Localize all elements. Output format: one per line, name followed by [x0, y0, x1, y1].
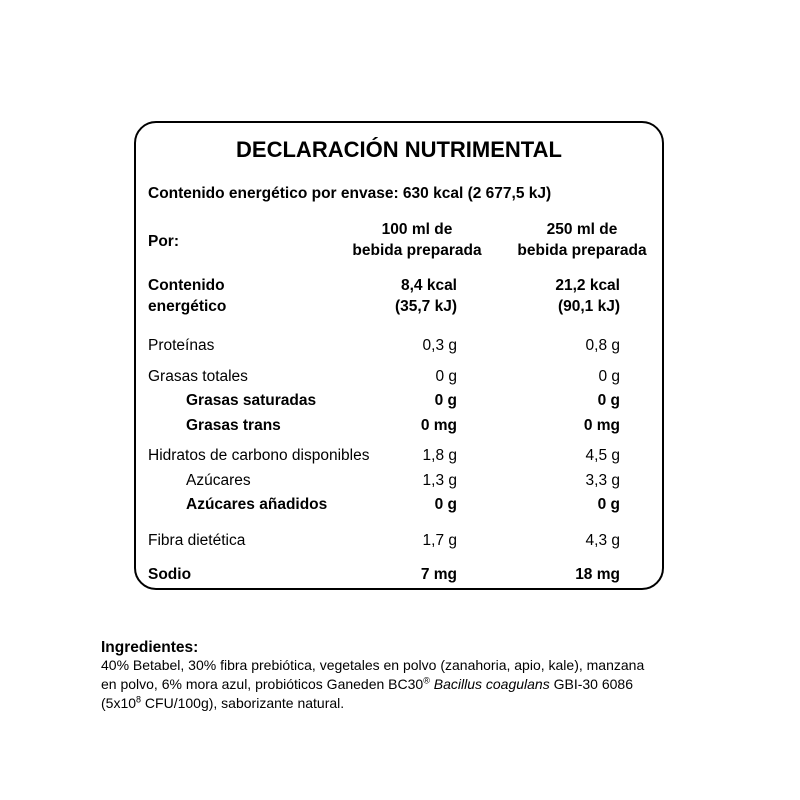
energy-col2-line2: (90,1 kJ)	[557, 298, 620, 315]
row-label-grasas-totales: Grasas totales	[148, 368, 248, 385]
energy-label-line2: energético	[148, 298, 227, 315]
ingredients-line2-b: GBI-30 6086	[549, 676, 633, 692]
row-col2-azucares-anadidos: 0 g	[597, 496, 620, 513]
ingredients-line3-b: CFU/100g), saborizante natural.	[141, 695, 345, 711]
header-col2-line1: 250 ml de	[546, 221, 618, 238]
row-col1-grasas-trans: 0 mg	[420, 417, 457, 434]
header-col1-line2: bebida preparada	[352, 242, 482, 259]
row-label-grasas-saturadas: Grasas saturadas	[186, 392, 317, 409]
row-col1-sodio: 7 mg	[420, 566, 457, 583]
ingredients-line2	[101, 675, 741, 694]
energy-col1-line1: 8,4 kcal	[400, 277, 457, 294]
bacillus-name: Bacillus coagulans	[433, 676, 550, 692]
row-col1-proteinas: 0,3 g	[422, 337, 457, 354]
row-col1-azucares-anadidos: 0 g	[434, 496, 457, 513]
row-col1-grasas-totales: 0 g	[435, 368, 457, 385]
registered-mark: ®	[423, 675, 430, 686]
ingredients-line2-a: en polvo, 6% mora azul, probióticos Ganeden BC30	[101, 676, 424, 692]
row-label-azucares-anadidos: Azúcares añadidos	[186, 496, 328, 513]
row-label-grasas-trans: Grasas trans	[186, 417, 281, 434]
row-col1-azucares: 1,3 g	[422, 472, 457, 489]
row-col2-grasas-saturadas: 0 g	[597, 392, 620, 409]
row-label-sodio: Sodio	[148, 566, 192, 583]
row-label-hidratos: Hidratos de carbono disponibles	[148, 447, 370, 464]
header-col2-line2: bebida preparada	[517, 242, 647, 259]
ingredients-line1: 40% Betabel, 30% fibra prebiótica, vegetales en polvo (zanahoria, apio, kale), manzana	[101, 657, 645, 673]
row-col2-proteinas: 0,8 g	[585, 337, 620, 354]
nutrition-table	[134, 121, 664, 590]
row-col1-fibra: 1,7 g	[422, 532, 457, 549]
ingredients-line3-a: (5x10	[101, 695, 137, 711]
exponent: 8	[136, 694, 142, 705]
header-col1-line1: 100 ml de	[381, 221, 453, 238]
row-label-proteinas: Proteínas	[148, 337, 215, 354]
ingredients-text	[101, 656, 741, 713]
row-col2-fibra: 4,3 g	[585, 532, 620, 549]
ingredients-line3	[101, 694, 741, 713]
row-col2-sodio: 18 mg	[575, 566, 620, 583]
row-label-fibra: Fibra dietética	[148, 532, 246, 549]
row-col2-hidratos: 4,5 g	[585, 447, 620, 464]
row-col2-grasas-trans: 0 mg	[583, 417, 620, 434]
energy-per-container: Contenido energético por envase: 630 kcal (2 677,5 kJ)	[148, 185, 552, 202]
row-col1-hidratos: 1,8 g	[422, 447, 457, 464]
row-col2-azucares: 3,3 g	[585, 472, 620, 489]
row-col1-grasas-saturadas: 0 g	[434, 392, 457, 409]
row-col2-grasas-totales: 0 g	[598, 368, 620, 385]
ingredients-title: Ingredientes:	[101, 639, 199, 656]
energy-col1-line2: (35,7 kJ)	[394, 298, 457, 315]
energy-label-line1: Contenido	[148, 277, 225, 294]
header-por: Por:	[148, 233, 179, 250]
energy-col2-line1: 21,2 kcal	[555, 277, 620, 294]
row-label-azucares: Azúcares	[186, 472, 251, 489]
table-title: DECLARACIÓN NUTRIMENTAL	[236, 137, 562, 162]
